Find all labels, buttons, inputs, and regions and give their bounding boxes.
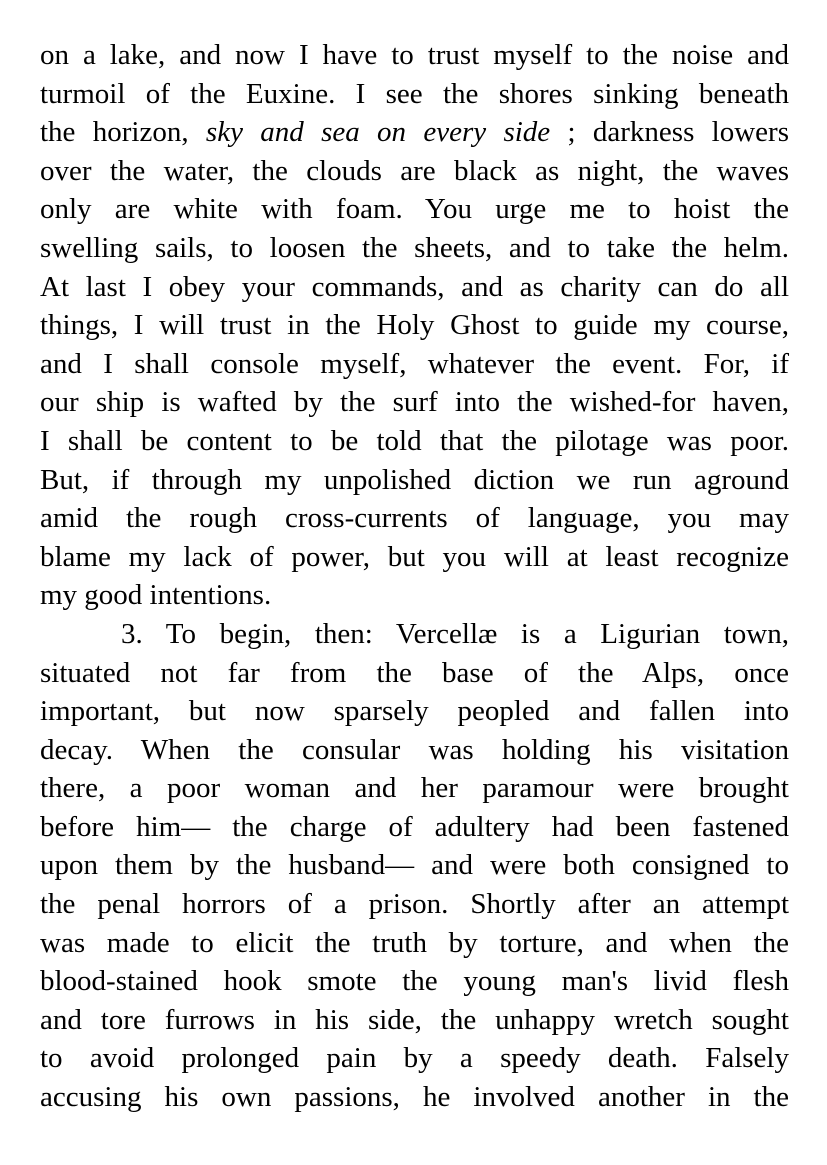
page-text xyxy=(40,36,789,1117)
text-line: accusing his own passions, he involved another in the xyxy=(40,1081,789,1114)
text-line: But, if through my unpolished diction we run aground xyxy=(40,463,789,496)
text-line: was made to elicit the truth by torture, and when the xyxy=(40,926,789,959)
text-line: I shall be content to be told that the pilotage was poor. xyxy=(40,424,789,457)
text-span: ; darkness lowers xyxy=(550,116,789,149)
text-line: upon them by the husband— and were both consigned to xyxy=(40,849,789,882)
text-line: to avoid prolonged pain by a speedy death. Falsely xyxy=(40,1042,789,1075)
text-line: things, I will trust in the Holy Ghost to guide my course, xyxy=(40,309,789,342)
text-line: At last I obey your commands, and as charity can do all xyxy=(40,270,789,303)
text-line: on a lake, and now I have to trust myself to the noise and xyxy=(40,39,789,71)
text-line: amid the rough cross-currents of language, you may xyxy=(40,502,789,535)
text-line: important, but now sparsely peopled and fallen into xyxy=(40,695,789,728)
paragraph-start-line: 3. To begin, then: Vercellæ is a Ligurian town, xyxy=(121,617,789,650)
italic-phrase: sky and sea on every side xyxy=(205,116,551,149)
text-line: blame my lack of power, but you will at least recognize xyxy=(40,540,789,573)
text-line: blood-stained hook smote the young man's livid flesh xyxy=(40,965,789,998)
text-line: swelling sails, to loosen the sheets, and to take the helm. xyxy=(40,231,789,264)
text-line: the penal horrors of a prison. Shortly after an attempt xyxy=(40,888,789,921)
text-line: turmoil of the Euxine. I see the shores sinking beneath xyxy=(40,77,789,110)
text-line: and tore furrows in his side, the unhappy wretch sought xyxy=(40,1003,789,1036)
text-line: over the water, the clouds are black as night, the waves xyxy=(40,154,789,187)
text-line: there, a poor woman and her paramour were brought xyxy=(40,772,789,805)
text-line: situated not far from the base of the Alps, once xyxy=(40,656,789,689)
text-line: decay. When the consular was holding his visitation xyxy=(40,733,789,766)
text-line: my good intentions. xyxy=(40,579,272,612)
text-line xyxy=(40,113,789,152)
text-span: the horizon, xyxy=(40,116,206,149)
text-line: before him— the charge of adultery had been fastened xyxy=(40,810,789,843)
text-line: our ship is wafted by the surf into the wished-for haven, xyxy=(40,386,789,419)
text-line: and I shall console myself, whatever the event. For, if xyxy=(40,347,789,380)
text-line: only are white with foam. You urge me to hoist the xyxy=(40,193,789,226)
